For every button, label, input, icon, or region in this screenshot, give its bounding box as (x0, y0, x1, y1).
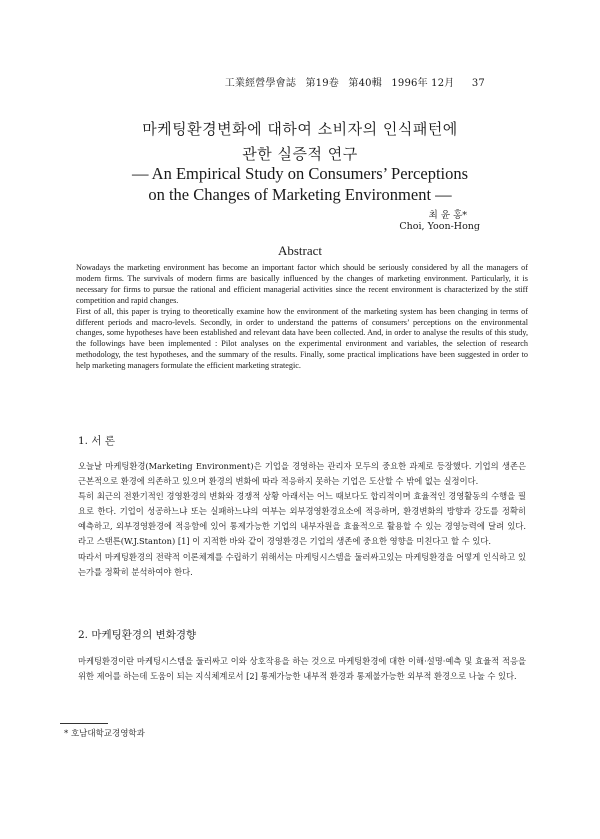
journal-volume: 第19卷 (305, 78, 340, 89)
title-korean-line1: 마케팅환경변화에 대하여 소비자의 인식패턴에 (142, 120, 458, 138)
journal-issue: 第40輯 (348, 78, 382, 89)
section-1-heading: 1. 서 론 (78, 435, 115, 447)
title-english-line1: — An Empirical Study on Consumers’ Perceptions (131, 164, 469, 183)
abstract-body (76, 263, 528, 372)
page-number: 37 (471, 78, 485, 89)
section-2-body (78, 654, 526, 684)
title-english-line2: on the Changes of Marketing Environment — (148, 185, 452, 204)
journal-date: 1996年 12月 (391, 78, 455, 89)
section-2-paragraph-1: 마케팅환경이란 마케팅시스템을 둘러싸고 이와 상호작용을 하는 것으로 마케팅환경에 대한 이해·설명·예측 및 효율적 적응을 위한 제어를 하는데 도움이 되는 지식체계로서 [2] 통제가능한 내부적 환경과 통제불가능한 외부적 환경으로 나눌 수 있다. (78, 656, 526, 682)
section-1-paragraph-2: 특히 최근의 전환기적인 경영환경의 변화와 경쟁적 상황 아래서는 어느 때보다도 합리적이며 효율적인 경영활동의 수행을 필요로 한다. 기업이 성공하느냐 또는 실패하느냐의 여부는 외부경영환경요소에 적응하며, 환경변화의 방향과 강도를 정확히 예측하고, 외부경영환경에 적응함에 있어 통제가능한 기업의 내부자원을 효율적으로 활용할 수 있는 경영능력에 달려 있다. 라고 스탠튼(W.J.Stanton) [1] 이 지적한 바와 같이 경영환경은 기업의 생존에 중요한 영향을 미친다고 할 수 있다. (78, 491, 526, 547)
title-korean-line2: 관한 실증적 연구 (242, 145, 358, 163)
abstract-heading: Abstract (277, 243, 323, 258)
section-1-paragraph-3: 따라서 마케팅환경의 전략적 이론체계를 수립하기 위해서는 마케팅시스템을 둘러싸고있는 마케팅환경을 어떻게 인식하고 있는가를 정확히 분석하여야 한다. (78, 551, 526, 577)
journal-name: 工業經營學會誌 (224, 78, 297, 89)
section-1-body (78, 459, 526, 580)
author-name-english: Choi, Yoon-Hong (399, 221, 480, 232)
section-1-paragraph-1: 오늘날 마케팅환경(Marketing Environment)은 기업을 경영하는 관리자 모두의 중요한 과제로 등장했다. 기업의 생존은 근본적으로 환경에 의존하고 있으며 환경의 변화에 따라 적응하지 못하는 기업은 도산할 수 밖에 없는 실정이다. (78, 461, 526, 487)
footnote-rule (60, 723, 108, 724)
section-2-heading: 2. 마케팅환경의 변화경향 (78, 629, 197, 641)
author-affiliation-footnote: * 호남대학교경영학과 (64, 729, 145, 739)
abstract-paragraph-1: Nowadays the marketing environment has become an important factor which should be seriously considered by all the managers of modern firms. The survivals of modern firms are basically influenced by the changes of marketing environment. Particularly, it is necessary for firms to pursue the rational and efficient managerial activities since the recent environment is characterized by the stiff competition and rapid changes. (76, 263, 528, 305)
author-name-korean: 최 윤 홍* (428, 210, 467, 221)
running-header (219, 74, 485, 89)
abstract-paragraph-2: First of all, this paper is trying to theoretically examine how the environment of the marketing system has been changing in terms of different periods and macro-levels. Secondly, in order to understand the patterns of consumers’ perceptions on the environmental changes, some hypotheses have been established and relevant data have been collected. And, in order to analyse the results of this study, the followings have been implemented : Pilot analyses on the experimental environment and variables, the selection of research methodology, the test hypotheses, and the summary of the results. Finally, some practical implications have been suggested in order to help marketing managers formulate the efficient marketing strategic. (76, 306, 528, 371)
